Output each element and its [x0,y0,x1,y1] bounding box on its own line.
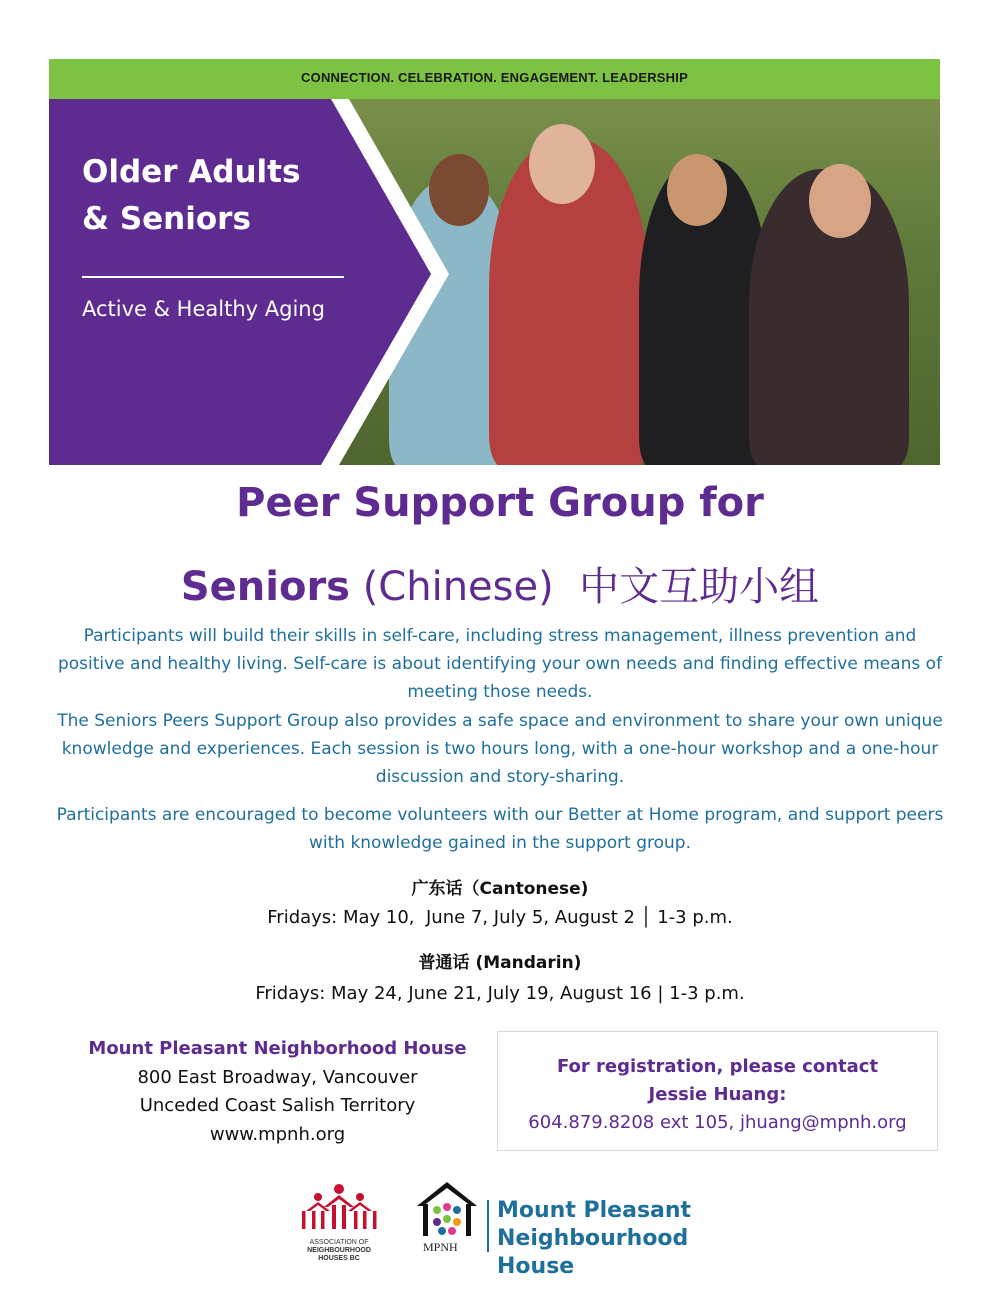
cantonese-dates: Fridays: May 10, June 7, July 5, August 2 │ 1-3 p.m. [267,907,733,928]
org-name: Mount Pleasant Neighborhood House [88,1038,467,1059]
address-block [70,1035,485,1149]
anh-bc-logo [296,1183,382,1269]
page-title-line2: Seniors (Chinese) 中文互助小组 [180,564,820,610]
mpnh-wordmark: Mount Pleasant Neighbourhood House [497,1198,692,1279]
contact-details[interactable]: 604.879.8208 ext 105, jhuang@mpnh.org [528,1112,907,1133]
description-self-care: Participants will build their skills in self-care, including stress management, illness prevention and positive and healthy living. Self-care is about identifying your own needs and finding effective means of meeting those needs. [57,626,943,703]
mandarin-dates: Fridays: May 24, June 21, July 19, August 16 | 1-3 p.m. [255,983,745,1004]
hero-divider [82,276,344,278]
hero-title: Older Adults & Seniors [82,154,301,237]
page-title-line1: Peer Support Group for [236,480,764,526]
contact-heading: For registration, please contact [556,1056,879,1077]
territory-acknowledgement: Unceded Coast Salish Territory [139,1095,416,1116]
mpnh-logo [415,1180,755,1279]
description [55,622,945,791]
anh-wordmark: ASSOCIATION OF NEIGHBOURHOOD HOUSES BC [307,1239,371,1262]
volunteer-note: Participants are encouraged to become volunteers with our Better at Home program, and support peers with knowledge gained in the support group. [56,805,944,854]
contact-person: Jessie Huang: [648,1084,787,1105]
contact-box [497,1031,938,1151]
mandarin-label: 普通话 (Mandarin) [418,953,582,973]
hero-subtitle: Active & Healthy Aging [82,297,325,321]
anh-houses-icon [296,1183,382,1239]
mpnh-caption: MPNH [423,1240,458,1254]
top-banner [49,59,940,99]
banner-text: CONNECTION. CELEBRATION. ENGAGEMENT. LEADERSHIP [301,70,688,85]
mpnh-house-icon [415,1180,495,1242]
street-address: 800 East Broadway, Vancouver [137,1066,418,1088]
mpnh-divider [487,1200,489,1252]
website-link[interactable]: www.mpnh.org [209,1123,346,1145]
description-safe-space: The Seniors Peers Support Group also provides a safe space and environment to share your own unique knowledge and experiences. Each session is two hours long, with a one-hour workshop and a one-hour discussion and story-sharing. [57,710,943,788]
hero [49,99,940,465]
cantonese-label: 广东话（Cantonese) [411,879,589,899]
